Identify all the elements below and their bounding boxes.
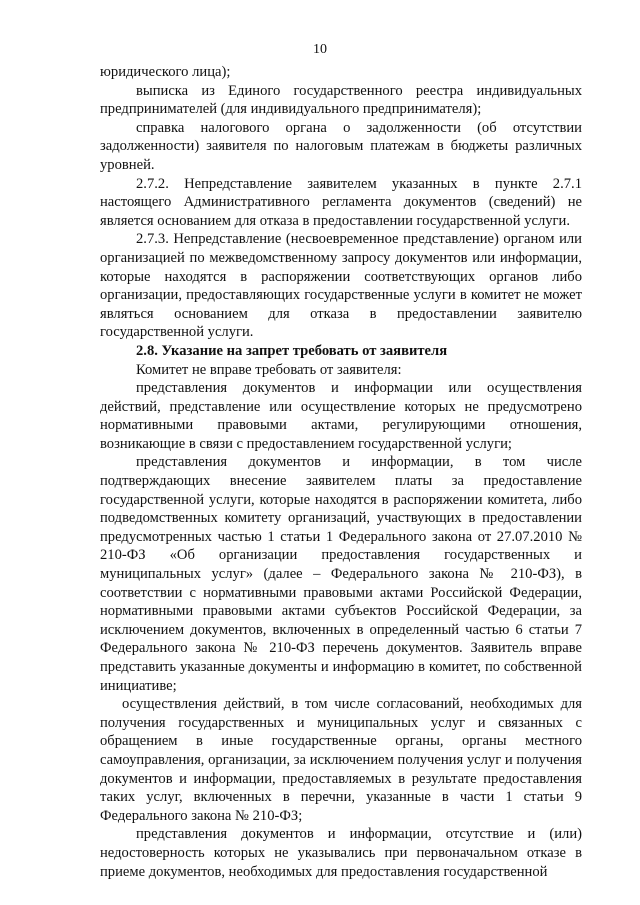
paragraph-committee-not-entitled: Комитет не вправе требовать от заявителя: [136, 361, 402, 378]
paragraph-2-7-2: 2.7.2. Непредставление заявителем указанных в пункте 2.7.1 настоящего Административного регламента документов (сведений) не является основанием для отказа в предоставлении государственной услуги. [100, 175, 582, 229]
document-body [100, 63, 582, 881]
page-number: 10 [313, 42, 327, 57]
paragraph-list-item-3: осуществления действий, в том числе согласований, необходимых для получения государственных и муниципальных услуг и связанных с обращением в иные государственные органы, органы местного самоуправления, организации, за исключением получения услуг и получения документов и информации, предоставляемых в результате предоставления таких услуг, включенных в перечни, указанные в части 1 статьи 9 Федерального закона № 210-ФЗ; [100, 696, 582, 824]
paragraph-list-item-4: представления документов и информации, отсутствие и (или) недостоверность которых не указывались при первоначальном отказе в приеме документов, необходимых для предоставления государственной [100, 826, 582, 880]
paragraph-list-item-1: представления документов и информации или осуществления действий, представление или осуществление которых не предусмотрено нормативными правовыми актами, регулирующими отношения, возникающие в связи с предоставлением государственной услуги; [100, 380, 582, 452]
paragraph-legal-entity-tail: юридического лица); [100, 64, 231, 80]
paragraph-2-7-3: 2.7.3. Непредставление (несвоевременное представление) органом или организацией по межведомственному запросу документов или информации, которые находятся в распоряжении соответствующих органов либо организации, предоставляющих государственные услуги в комитет не может являться основанием для отказа в предоставлении заявителю государственной услуги. [100, 231, 582, 341]
section-heading-2-8: 2.8. Указание на запрет требовать от заявителя [136, 342, 448, 359]
paragraph-tax-certificate: справка налогового органа о задолженности (об отсутствии задолженности) заявителя по налоговым платежам в бюджеты различных уровней. [100, 119, 582, 173]
paragraph-list-item-2: представления документов и информации, в том числе подтверждающих внесение заявителем платы за предоставление государственной услуги, которые находятся в распоряжении комитета, либо подведомственных комитету организаций, участвующих в предоставлении предусмотренных частью 1 статьи 1 Федерального закона от 27.07.2010 № 210-ФЗ «Об организации предоставления государственных и муниципальных услуг» (далее – Федерального закона № 210-ФЗ), в соответствии с нормативными правовыми актами Российской Федерации, нормативными правовыми актами субъектов Российской Федерации, за исключением документов, включенных в определенный частью 6 статьи 7 Федерального закона № 210-ФЗ перечень документов. Заявитель вправе представить указанные документы и информацию в комитет, по собственной инициативе; [100, 454, 582, 694]
paragraph-egrip-extract: выписка из Единого государственного реестра индивидуальных предпринимателей (для индивидуального предпринимателя); [100, 82, 582, 118]
